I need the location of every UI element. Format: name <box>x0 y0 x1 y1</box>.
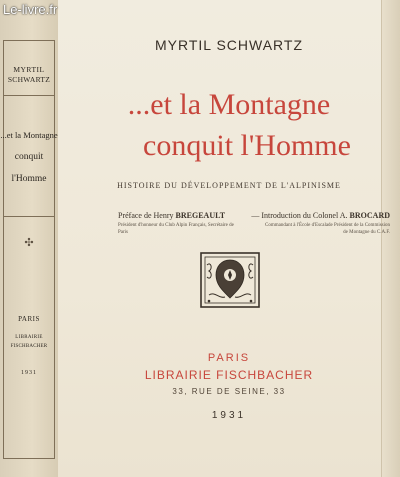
watermark-label: Le-livre.fr <box>3 2 58 17</box>
book-spine <box>0 0 59 477</box>
cover-title-line1: ...et la Montagne <box>127 88 331 121</box>
cover-city: PARIS <box>207 352 251 364</box>
spine-city: PARIS <box>18 315 40 323</box>
spine-author-1: MYRTIL <box>13 65 45 74</box>
cover-edge <box>381 0 400 477</box>
cover-address: 33, RUE DE SEINE, 33 <box>172 387 286 396</box>
cover-title-line2: conquit l'Homme <box>143 129 351 162</box>
spine-year: 1931 <box>21 370 37 376</box>
publisher-emblem-icon <box>199 251 261 309</box>
preface-name: BREGEAULT <box>175 211 226 220</box>
preface-row <box>118 211 390 236</box>
cover-subtitle: HISTOIRE DU DÉVELOPPEMENT DE L'ALPINISME <box>117 181 341 190</box>
spine-title-1: ...et la Montagne <box>0 130 58 140</box>
preface-block <box>118 211 238 236</box>
cover-author: MYRTIL SCHWARTZ <box>154 37 303 53</box>
spine-publisher-2: FISCHBACHER <box>10 344 48 349</box>
preface-line <box>118 211 238 220</box>
intro-label: — Introduction du Colonel A. <box>251 211 348 220</box>
spine-ornament-icon: ✣ <box>24 237 34 249</box>
preface-detail: Président d'honneur du Club Alpin Français, Secrétaire de Paris <box>118 223 234 235</box>
spine-author-2: SCHWARTZ <box>7 75 51 84</box>
cover-year: 1931 <box>211 410 247 421</box>
intro-name: BROCARD <box>349 211 390 220</box>
spine-publisher-1: LIBRAIRIE <box>15 335 43 340</box>
spine-title-3: l'Homme <box>11 174 47 184</box>
spine-rule <box>3 95 55 96</box>
intro-line <box>251 211 390 220</box>
intro-block <box>251 211 390 236</box>
intro-detail: Commandant à l'École d'Escalade Président de la Commission de Montagne du C.A.F. <box>265 223 390 235</box>
spine-rule <box>3 216 55 217</box>
spine-title-2: conquit <box>14 152 44 162</box>
book-cover <box>58 0 400 477</box>
preface-label: Préface de Henry <box>118 211 174 220</box>
cover-publisher: LIBRAIRIE FISCHBACHER <box>144 368 314 382</box>
